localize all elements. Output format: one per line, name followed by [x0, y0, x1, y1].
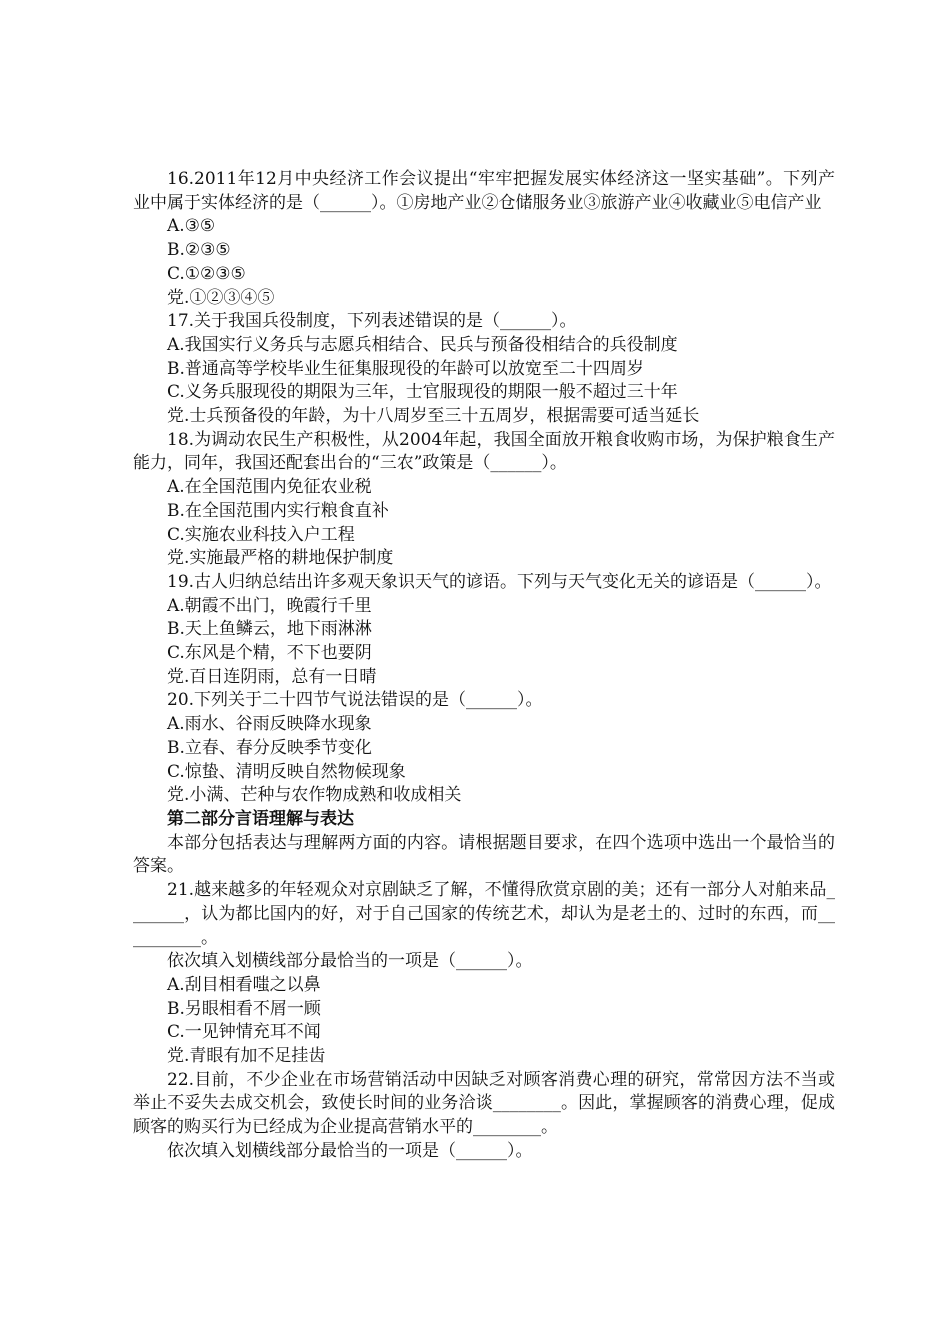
question-22-stem: 22.目前，不少企业在市场营销活动中因缺乏对顾客消费心理的研究，常常因方法不当或举止不妥失去成交机会，致使长时间的业务洽谈________。因此，掌握顾客的消费心理，促成顾客的购买行为已经成为企业提高营销水平的________。 [133, 1069, 835, 1138]
question-19-option-b: B.天上鱼鳞云，地下雨淋淋 [167, 619, 372, 640]
question-20-option-c: C.惊蛰、清明反映自然物候现象 [167, 761, 406, 782]
question-16-option-d: 党.①②③④⑤ [167, 287, 275, 308]
document-page [133, 168, 835, 1164]
question-18-option-b: B.在全国范围内实行粮食直补 [167, 500, 389, 521]
question-18-option-d: 党.实施最严格的耕地保护制度 [167, 548, 394, 569]
question-17-option-b: B.普通高等学校毕业生征集服现役的年龄可以放宽至二十四周岁 [167, 358, 644, 379]
question-21-prompt: 依次填入划横线部分最恰当的一项是（______）。 [167, 951, 533, 972]
question-21-option-d: 党.青眼有加不足挂齿 [167, 1046, 326, 1067]
question-17-option-d: 党.士兵预备役的年龄，为十八周岁至三十五周岁，根据需要可适当延长 [167, 406, 700, 427]
question-16-option-b: B.②③⑤ [167, 240, 231, 261]
question-21-option-c: C.一见钟情充耳不闻 [167, 1022, 321, 1043]
question-16-option-a: A.③⑤ [167, 216, 216, 237]
question-19-stem: 19.古人归纳总结出许多观天象识天气的谚语。下列与天气变化无关的谚语是（______）。 [167, 571, 832, 592]
question-17-option-a: A.我国实行义务兵与志愿兵相结合、民兵与预备役相结合的兵役制度 [167, 334, 678, 355]
question-21-option-b: B.另眼相看不屑一顾 [167, 998, 321, 1019]
question-18-stem: 18.为调动农民生产积极性，从2004年起，我国全面放开粮食收购市场，为保护粮食生产能力，同年，我国还配套出台的“三农”政策是（______）。 [133, 429, 835, 474]
question-20-stem: 20.下列关于二十四节气说法错误的是（______）。 [167, 690, 543, 711]
question-21-stem: 21.越来越多的年轻观众对京剧缺乏了解，不懂得欣赏京剧的美；还有一部分人对舶来品_______，认为都比国内的好，对于自己国家的传统艺术，却认为是老土的、过时的东西，而__________。 [133, 880, 835, 948]
question-18-option-a: A.在全国范围内免征农业税 [167, 477, 372, 498]
question-16-stem: 16.2011年12月中央经济工作会议提出“牢牢把握发展实体经济这一坚实基础”。下列产业中属于实体经济的是（______）。①房地产业②仓储服务业③旅游产业④收藏业⑤电信产业 [133, 169, 835, 213]
question-19-option-c: C.东风是个精，不下也要阴 [167, 643, 372, 664]
section-heading: 第二部分言语理解与表达 [167, 808, 354, 829]
question-21-option-a: A.刮目相看嗤之以鼻 [167, 974, 321, 995]
section-instructions: 本部分包括表达与理解两方面的内容。请根据题目要求，在四个选项中选出一个最恰当的答案。 [133, 832, 835, 877]
question-20-option-d: 党.小满、芒种与农作物成熟和收成相关 [167, 785, 462, 806]
question-20-option-a: A.雨水、谷雨反映降水现象 [167, 714, 372, 735]
question-19-option-a: A.朝霞不出门，晚霞行千里 [167, 595, 372, 616]
question-17-stem: 17.关于我国兵役制度，下列表述错误的是（______）。 [167, 311, 577, 332]
question-17-option-c: C.义务兵服现役的期限为三年，士官服现役的期限一般不超过三十年 [167, 382, 678, 403]
question-19-option-d: 党.百日连阴雨，总有一日晴 [167, 666, 377, 687]
question-18-option-c: C.实施农业科技入户工程 [167, 524, 355, 545]
question-20-option-b: B.立春、春分反映季节变化 [167, 737, 372, 758]
question-16-option-c: C.①②③⑤ [167, 263, 246, 284]
question-22-prompt: 依次填入划横线部分最恰当的一项是（______）。 [167, 1140, 533, 1161]
